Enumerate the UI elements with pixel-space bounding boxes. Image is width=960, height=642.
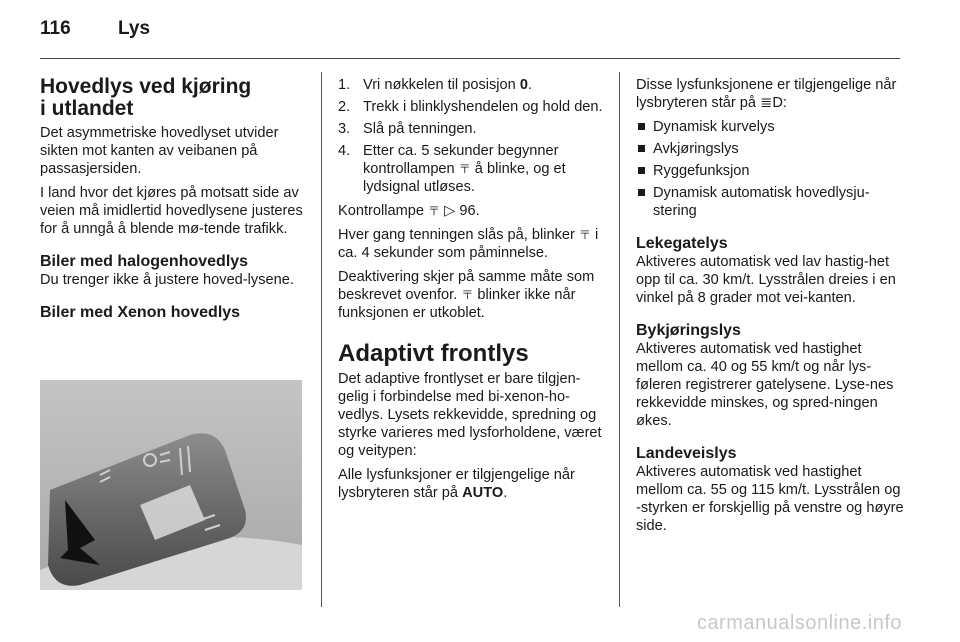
step-4: [338, 142, 604, 196]
headlight-warning-icon: 〒: [461, 288, 474, 302]
header-rule: [40, 58, 900, 59]
page-reference[interactable]: 96.: [455, 203, 480, 219]
step-text: Trekk i blinklyshendelen og hold den.: [363, 99, 603, 115]
function-list: [636, 118, 904, 220]
column-3: [636, 76, 904, 541]
step-text: Vri nøkkelen til posisjon: [363, 77, 520, 93]
step-text-end: .: [527, 77, 532, 93]
heading-adaptivt-frontlys: Adaptivt frontlys: [338, 340, 529, 367]
column-1: [40, 76, 306, 322]
paragraph: Det asymmetriske hovedlyset utvider sikten mot kanten av veibanen på passasjersiden.: [40, 125, 279, 177]
column-divider: [321, 72, 322, 607]
heading-lekegatelys: Lekegatelys: [636, 235, 728, 252]
step-number: 3.: [338, 121, 351, 137]
text: :: [782, 95, 787, 111]
heading-xenon: Biler med Xenon hovedlys: [40, 304, 241, 321]
lever-illustration: [40, 380, 302, 590]
step-number: 1.: [338, 77, 351, 93]
column-2: [338, 76, 604, 508]
text: i ca. 4 sekunder som påminnelse.: [338, 227, 599, 261]
auto-label: AUTO: [462, 485, 504, 501]
headlight-warning-icon: 〒: [578, 228, 591, 242]
heading-landeveislys: Landeveislys: [636, 445, 737, 462]
step-text: Slå på tenningen.: [363, 121, 477, 137]
paragraph: Aktiveres automatisk ved hastighet mellom ca. 40 og 55 km/t og når lys-føleren registrerer gatelysene. Lyse-nes rekkevidde minskes, og spred-ningen økes.: [636, 341, 894, 429]
step-number: 2.: [338, 99, 351, 115]
paragraph-kontrollampe: [338, 202, 604, 220]
heading-halogen: Biler med halogenhovedlys: [40, 253, 249, 270]
paragraph-hver-gang: [338, 226, 604, 262]
text: Alle lysfunksjoner er tilgjengelige når lysbryteren står på: [338, 467, 575, 501]
list-item: Dynamisk automatisk hovedlysju-stering: [636, 184, 904, 220]
step-3: [338, 120, 604, 138]
step-text: Etter ca. 5 sekunder begynner kontrollampen: [363, 143, 559, 177]
headlight-warning-icon: 〒: [458, 162, 471, 176]
paragraph-alle-lys: [338, 466, 604, 502]
section-title: Lys: [118, 18, 151, 39]
watermark: carmanualsonline.info: [696, 612, 902, 634]
reference-arrow-icon[interactable]: ▷: [444, 203, 456, 219]
lever-illustration-svg: [40, 380, 302, 590]
step-2: [338, 98, 604, 116]
text: Deaktivering skjer på samme måte som beskrevet ovenfor.: [338, 269, 595, 303]
paragraph: Du trenger ikke å justere hoved-lysene.: [40, 272, 294, 288]
list-item: Dynamisk kurvelys: [636, 118, 904, 136]
paragraph: Aktiveres automatisk ved hastighet mellom ca. 55 og 115 km/t. Lysstrålen og -styrken er forskjellig på venstre og høyre side.: [636, 464, 904, 534]
paragraph: I land hvor det kjøres på motsatt side av veien må imidlertid hovedlysene justeres for å unngå å blende mø-tende trafikk.: [40, 185, 303, 237]
heading-line-2: i utlandet: [40, 97, 134, 120]
text: Hver gang tenningen slås på, blinker: [338, 227, 575, 243]
paragraph: Aktiveres automatisk ved lav hastig-het opp til ca. 30 km/t. Lysstrålen dreies i en vinkel på 8 grader mot vei-kanten.: [636, 254, 896, 306]
page-number: 116: [40, 18, 71, 39]
low-beam-icon: ≣D: [760, 95, 783, 111]
paragraph: Det adaptive frontlyset er bare tilgjen-gelig i forbindelse med bi-xenon-ho-vedlys. Lysets rekkevidde, spredning og styrke varieres med lysforholdene, været og veitypen:: [338, 371, 602, 459]
procedure-steps: [338, 76, 604, 196]
text: .: [503, 485, 508, 501]
text: blinker ikke når funksjonen er utkoblet.: [338, 287, 576, 321]
headlight-warning-icon: 〒: [428, 204, 441, 218]
paragraph-intro: [636, 76, 904, 112]
heading-line-1: Hovedlys ved kjøring: [40, 75, 252, 98]
step-text-end: å blinke, og et lydsignal utløses.: [363, 161, 566, 195]
column-divider: [619, 72, 620, 607]
list-item: Avkjøringslys: [636, 140, 904, 158]
step-number: 4.: [338, 143, 351, 159]
heading-bykjoringslys: Bykjøringslys: [636, 322, 741, 339]
step-key-position: 0: [519, 77, 528, 93]
text: Disse lysfunksjonene er tilgjengelige når lysbryteren står på: [636, 77, 897, 111]
text: Kontrollampe: [338, 203, 429, 219]
step-1: [338, 76, 604, 94]
list-item: Ryggefunksjon: [636, 162, 904, 180]
paragraph-deaktivering: [338, 268, 604, 322]
heading-hovedlys: [40, 76, 306, 120]
